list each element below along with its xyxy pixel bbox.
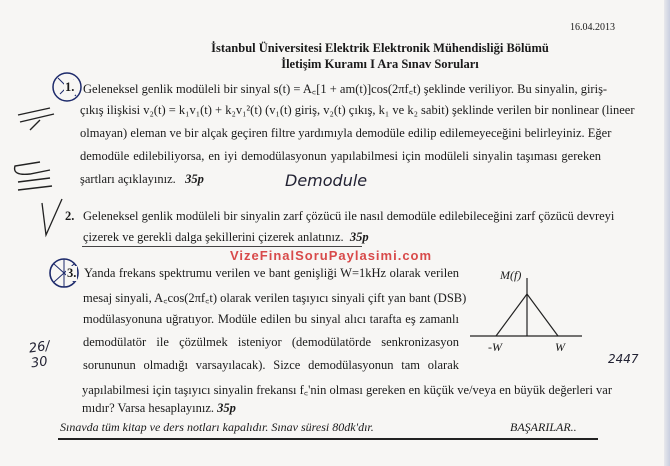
spectrum-label-minus-w: -W <box>488 340 502 354</box>
question-3-line: Yanda frekans spektrumu verilen ve bant genişliği W=1kHz olarak verilen <box>84 266 459 280</box>
footer-closing: BAŞARILAR.. <box>510 420 577 434</box>
exam-date: 16.04.2013 <box>570 22 615 33</box>
question-1-line: olmayan) eleman ve bir alçak geçiren filtre yardımıyla demodüle edilip edilemeyeceğini belirleyiniz. Eğer <box>80 126 612 140</box>
question-2-line: Geleneksel genlik modüleli bir sinyalin zarf çözücü ile nasıl demodüle edilebileceğini zarf çözücü devreyi <box>83 209 615 223</box>
question-1-line <box>80 172 204 187</box>
question-1-last-line: şartları açıklayınız. <box>80 172 176 186</box>
title-line-2: İletişim Kuramı I Ara Sınav Soruları <box>281 57 479 71</box>
watermark: VizeFinalSoruPaylasimi.com <box>230 248 433 263</box>
question-1-line: demodüle edilebiliyorsa, en iyi demodülasyonun yapılabilmesi için modüleli sinyalin taşıması gereken <box>80 149 601 163</box>
question-1-number: 1. <box>65 80 75 94</box>
question-2-points: 35p <box>349 230 369 244</box>
spectrum-ylabel: M(f) <box>500 268 522 282</box>
spectrum-triangle-plot <box>470 276 585 346</box>
underline <box>82 246 362 247</box>
question-3-points: 35p <box>217 401 236 415</box>
question-3-line: modülasyonuna uğratıyor. Modüle edilen bu sinyal alıcı tarafta eş zamanlı <box>83 312 459 326</box>
handwritten-note: Demodule <box>285 171 368 190</box>
handwritten-score: 26/30 <box>28 338 51 372</box>
question-1-line: çıkış ilişkisi v₂(t) = k₁v₁(t) + k₂v₁²(t) (v₁(t) giriş, v₂(t) çıkış, k₁ ve k₂ sabit) şeklinde verilen bir nonlinear (lineer <box>80 103 635 117</box>
question-2-number: 2. <box>65 209 75 223</box>
question-3-line: yapılabilmesi için taşıyıcı sinyalin frekansı f꜀'nin olması gereken en küçük ve/veya en büyük değerleri var <box>82 383 613 397</box>
question-3-number: 3. <box>67 266 77 280</box>
question-1-line: Geleneksel genlik modüleli bir sinyal s(t) = A꜀[1 + am(t)]cos(2πf꜀t) şeklinde veriliyor. Bu sinyalin, giriş- <box>83 82 608 96</box>
question-3-line: sorununun olmadığı varsayılacak). Sizce demodülasyonun tam olarak <box>83 358 459 372</box>
footer-rule <box>58 438 598 440</box>
question-2-last-line: çizerek ve gerekli dalga şekillerini çizerek anlatınız. <box>83 230 344 244</box>
handwritten-scribble-icon <box>10 100 60 200</box>
question-1-points: 35p <box>185 172 204 186</box>
footer-note: Sınavda tüm kitap ve ders notları kapalıdır. Sınav süresi 80dk'dır. <box>60 420 374 434</box>
check-mark-icon <box>38 195 64 240</box>
question-3-line: mesaj sinyali, A꜀cos(2πf꜀t) olarak verilen taşıyıcı sinyali çift yan bant (DSB) <box>83 291 467 305</box>
question-3-last-line: mıdır? Varsa hesaplayınız. <box>82 401 215 415</box>
title-line-1: İstanbul Üniversitesi Elektrik Elektronik Mühendisliği Bölümü <box>211 41 549 55</box>
question-2-line <box>83 230 369 245</box>
handwritten-side-note: 2447 <box>608 352 639 366</box>
question-3-line: demodülatör ile çözülmek isteniyor (demodülatörde senkronizasyon <box>83 335 459 349</box>
spectrum-label-w: W <box>555 340 565 354</box>
question-3-line <box>82 401 236 416</box>
